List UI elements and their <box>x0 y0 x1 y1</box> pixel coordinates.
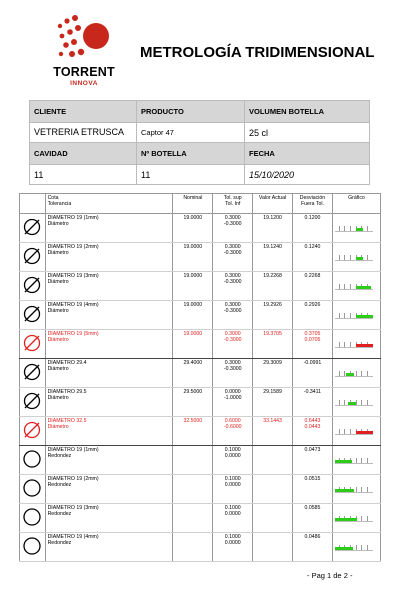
row-dev: 0.0486 <box>304 534 321 540</box>
deviation-bar <box>348 402 356 405</box>
measurement-table <box>19 193 381 562</box>
row-dev: 0.0473 <box>304 447 321 453</box>
chart-tick <box>344 400 345 405</box>
deviation-bar <box>356 228 364 231</box>
deviation-bar-chart <box>335 341 373 348</box>
measurement-row <box>20 533 381 562</box>
roundness-symbol-icon <box>22 449 42 469</box>
row-cota-name: DIAMETRO 29.5 <box>47 389 87 395</box>
row-cota-name: DIAMETRO 19 (4mm) <box>47 302 99 308</box>
row-tol <box>213 388 253 417</box>
valor-actual-header: Valor Actual <box>253 194 293 214</box>
row-tol <box>213 330 253 359</box>
row-tolerance-type: Diámetro <box>47 250 69 256</box>
botella-value: 11 <box>137 165 245 185</box>
chart-tick <box>339 371 340 376</box>
chart-tick <box>344 284 345 289</box>
row-dev: -0.3411 <box>303 389 322 395</box>
botella-label: Nº BOTELLA <box>137 143 245 165</box>
chart-tick <box>361 516 362 521</box>
row-tolerance-type: Diámetro <box>47 395 69 401</box>
row-deviation <box>293 475 333 504</box>
producto-label: PRODUCTO <box>137 101 245 123</box>
deviation-bar-chart <box>335 399 373 406</box>
chart-tick <box>367 516 368 521</box>
row-dev: -0.0991 <box>303 360 322 366</box>
row-chart <box>332 533 380 562</box>
deviation-bar-chart <box>335 486 373 493</box>
row-tol-sup: 0.0000 <box>224 389 241 395</box>
row-dev: 0.1240 <box>304 244 321 250</box>
row-tol-inf: 0.0000 <box>224 540 241 546</box>
chart-tick <box>367 400 368 405</box>
row-tolerance-type: Diámetro <box>47 424 69 430</box>
row-cota-name: DIAMETRO 19 (3mm) <box>47 273 99 279</box>
row-tol-inf: -0.3000 <box>223 250 242 256</box>
row-chart <box>332 446 380 475</box>
row-chart <box>332 504 380 533</box>
chart-tick <box>350 226 351 231</box>
row-tol <box>213 417 253 446</box>
deviation-bar <box>335 547 353 550</box>
chart-tick <box>350 313 351 318</box>
row-tolerance-type: Diámetro <box>47 221 69 227</box>
row-chart <box>332 330 380 359</box>
row-tolerance-type: Diámetro <box>47 279 69 285</box>
row-nominal: 19.0000 <box>173 301 213 330</box>
row-symbol <box>20 301 46 330</box>
row-dev: 0.2268 <box>304 273 321 279</box>
row-tol-sup: 0.1000 <box>224 447 241 453</box>
row-tol-inf: -0.3000 <box>223 308 242 314</box>
row-symbol <box>20 446 46 475</box>
info-value-row-2 <box>30 165 370 185</box>
chart-tick <box>367 545 368 550</box>
row-tol-sup: 0.3000 <box>224 360 241 366</box>
deviation-bar-chart <box>335 370 373 377</box>
volumen-label: VOLUMEN BOTELLA <box>245 101 370 123</box>
roundness-symbol-icon <box>22 507 42 527</box>
row-tolerance-type: Redondez <box>47 511 72 517</box>
row-tol <box>213 359 253 388</box>
row-tol <box>213 243 253 272</box>
deviation-bar <box>356 431 373 434</box>
page-title: METROLOGÍA TRIDIMENSIONAL <box>140 44 375 61</box>
row-deviation <box>293 301 333 330</box>
chart-tick <box>344 371 345 376</box>
row-tol-sup: 0.1000 <box>224 505 241 511</box>
row-chart <box>332 475 380 504</box>
logo-brand-text: TORRENT <box>53 65 115 79</box>
row-actual: 29.3009 <box>253 359 293 388</box>
measurement-row <box>20 330 381 359</box>
measurement-row <box>20 388 381 417</box>
row-symbol <box>20 272 46 301</box>
measurement-row <box>20 475 381 504</box>
row-cota-name: DIAMETRO 19 (1mm) <box>47 447 99 453</box>
deviation-bar-chart <box>335 283 373 290</box>
cota-header <box>45 194 173 214</box>
row-tol-sup: 0.6000 <box>224 418 241 424</box>
chart-tick <box>344 255 345 260</box>
row-tolerance-type: Diámetro <box>47 337 69 343</box>
chart-tick <box>356 400 357 405</box>
logo-sub-text: INNOVA <box>70 80 98 87</box>
row-tol <box>213 504 253 533</box>
row-actual <box>253 504 293 533</box>
row-cota <box>45 272 173 301</box>
row-tol-inf: -0.3000 <box>223 279 242 285</box>
measurement-row <box>20 359 381 388</box>
row-cota <box>45 388 173 417</box>
row-actual <box>253 446 293 475</box>
grafico-header: Gráfico <box>332 194 380 214</box>
company-logo <box>44 14 124 92</box>
diameter-symbol-icon <box>22 304 42 324</box>
diameter-symbol-icon <box>22 420 42 440</box>
tolerancia-header-label: Tolerancia <box>47 201 72 207</box>
row-chart <box>332 243 380 272</box>
volumen-value: 25 cl <box>245 123 370 143</box>
row-deviation <box>293 446 333 475</box>
row-symbol <box>20 504 46 533</box>
row-cota-name: DIAMETRO 19 (4mm) <box>47 534 99 540</box>
row-cota-name: DIAMETRO 29.4 <box>47 360 87 366</box>
row-nominal <box>173 504 213 533</box>
row-deviation <box>293 359 333 388</box>
chart-tick <box>356 371 357 376</box>
logo-mark-icon <box>52 14 116 64</box>
tol-sup-header-label: Tol. sup <box>223 195 242 201</box>
chart-tick <box>344 429 345 434</box>
row-deviation <box>293 214 333 243</box>
row-tol-sup: 0.3000 <box>224 215 241 221</box>
diameter-symbol-icon <box>22 391 42 411</box>
row-tol-sup: 0.1000 <box>224 476 241 482</box>
chart-tick <box>350 255 351 260</box>
chart-tick <box>350 284 351 289</box>
row-tol-inf: -1.0000 <box>223 395 242 401</box>
info-header-row-2 <box>30 143 370 165</box>
row-tol <box>213 446 253 475</box>
chart-tick <box>339 342 340 347</box>
deviation-bar <box>356 344 373 347</box>
row-nominal: 32.5000 <box>173 417 213 446</box>
row-symbol <box>20 475 46 504</box>
row-symbol <box>20 243 46 272</box>
row-chart <box>332 388 380 417</box>
row-dev: 0.3705 <box>304 331 321 337</box>
deviation-bar <box>335 489 354 492</box>
row-nominal: 19.0000 <box>173 243 213 272</box>
chart-tick <box>361 371 362 376</box>
row-dev: 0.0515 <box>304 476 321 482</box>
row-actual: 33.1443 <box>253 417 293 446</box>
row-deviation <box>293 330 333 359</box>
cavidad-label: CAVIDAD <box>30 143 137 165</box>
row-chart <box>332 301 380 330</box>
measurement-row <box>20 214 381 243</box>
deviation-bar <box>356 286 371 289</box>
cota-header-label: Cota <box>47 195 59 201</box>
chart-tick <box>356 487 357 492</box>
row-nominal <box>173 533 213 562</box>
row-actual <box>253 475 293 504</box>
row-cota-name: DIAMETRO 19 (5mm) <box>47 331 99 337</box>
row-cota-name: DIAMETRO 19 (2mm) <box>47 244 99 250</box>
chart-tick <box>350 429 351 434</box>
row-cota <box>45 243 173 272</box>
row-deviation <box>293 388 333 417</box>
measurement-row <box>20 301 381 330</box>
chart-tick <box>361 400 362 405</box>
row-symbol <box>20 359 46 388</box>
diameter-symbol-icon <box>22 333 42 353</box>
row-nominal: 19.0000 <box>173 272 213 301</box>
measurement-row <box>20 272 381 301</box>
deviation-bar-chart <box>335 312 373 319</box>
row-tolerance-type: Redondez <box>47 453 72 459</box>
deviation-bar <box>356 315 373 318</box>
row-actual: 19.1200 <box>253 214 293 243</box>
chart-tick <box>361 487 362 492</box>
chart-tick <box>367 371 368 376</box>
row-nominal: 19.0000 <box>173 214 213 243</box>
row-actual: 29.1589 <box>253 388 293 417</box>
row-tol-inf: 0.0000 <box>224 482 241 488</box>
row-out-of-tol: 0.0705 <box>304 337 321 343</box>
deviation-bar <box>335 460 352 463</box>
row-deviation <box>293 272 333 301</box>
nominal-header: Nominal <box>173 194 213 214</box>
deviation-bar <box>356 257 364 260</box>
row-tol-sup: 0.3000 <box>224 244 241 250</box>
row-tol <box>213 272 253 301</box>
deviation-bar-chart <box>335 457 373 464</box>
row-cota <box>45 214 173 243</box>
diameter-symbol-icon <box>22 275 42 295</box>
chart-tick <box>339 284 340 289</box>
cavidad-value: 11 <box>30 165 137 185</box>
chart-tick <box>344 342 345 347</box>
fecha-label: FECHA <box>245 143 370 165</box>
row-actual: 19.2268 <box>253 272 293 301</box>
symbol-header <box>20 194 46 214</box>
row-cota <box>45 446 173 475</box>
row-cota-name: DIAMETRO 19 (3mm) <box>47 505 99 511</box>
row-dev: 0.1200 <box>304 215 321 221</box>
row-actual: 19.1240 <box>253 243 293 272</box>
row-tol <box>213 301 253 330</box>
row-symbol <box>20 388 46 417</box>
roundness-symbol-icon <box>22 478 42 498</box>
row-tol-inf: -0.3000 <box>223 366 242 372</box>
chart-tick <box>367 255 368 260</box>
measurement-row <box>20 504 381 533</box>
row-tol-inf: -0.3000 <box>223 337 242 343</box>
chart-tick <box>356 458 357 463</box>
cliente-label: CLIENTE <box>30 101 137 123</box>
fuera-tol-header-label: Fuera Tol. <box>300 201 324 207</box>
row-cota <box>45 475 173 504</box>
diameter-symbol-icon <box>22 246 42 266</box>
deviation-bar-chart <box>335 428 373 435</box>
row-nominal <box>173 475 213 504</box>
chart-tick <box>350 342 351 347</box>
desviacion-header <box>293 194 333 214</box>
diameter-symbol-icon <box>22 217 42 237</box>
deviation-bar-chart <box>335 225 373 232</box>
chart-tick <box>339 226 340 231</box>
row-actual: 19.3705 <box>253 330 293 359</box>
producto-value: Captor 47 <box>137 123 245 143</box>
tol-header <box>213 194 253 214</box>
row-tolerance-type: Redondez <box>47 540 72 546</box>
chart-tick <box>361 458 362 463</box>
row-tol-inf: 0.0000 <box>224 511 241 517</box>
cliente-value: VETRERIA ETRUSCA <box>30 123 137 143</box>
row-tol-sup: 0.3000 <box>224 331 241 337</box>
tol-inf-header-label: Tol. Inf <box>225 201 241 207</box>
measurement-header-row <box>20 194 381 214</box>
desviacion-header-label: Desviación <box>299 195 326 201</box>
row-chart <box>332 359 380 388</box>
row-cota <box>45 359 173 388</box>
chart-tick <box>367 487 368 492</box>
deviation-bar <box>346 373 354 376</box>
row-tol-sup: 0.3000 <box>224 273 241 279</box>
row-cota <box>45 533 173 562</box>
row-out-of-tol: 0.0443 <box>304 424 321 430</box>
chart-tick <box>367 226 368 231</box>
chart-tick <box>339 429 340 434</box>
row-nominal: 29.4000 <box>173 359 213 388</box>
info-table <box>29 100 370 185</box>
chart-tick <box>356 545 357 550</box>
roundness-symbol-icon <box>22 536 42 556</box>
row-cota <box>45 417 173 446</box>
deviation-bar-chart <box>335 515 373 522</box>
chart-tick <box>361 545 362 550</box>
row-chart <box>332 272 380 301</box>
row-tol <box>213 533 253 562</box>
row-dev: 0.0585 <box>304 505 321 511</box>
deviation-bar-chart <box>335 544 373 551</box>
row-nominal <box>173 446 213 475</box>
row-nominal: 19.0000 <box>173 330 213 359</box>
chart-tick <box>344 313 345 318</box>
row-symbol <box>20 417 46 446</box>
row-tolerance-type: Redondez <box>47 482 72 488</box>
row-actual <box>253 533 293 562</box>
row-tol-inf: -0.6000 <box>223 424 242 430</box>
row-cota-name: DIAMETRO 19 (1mm) <box>47 215 99 221</box>
row-cota-name: DIAMETRO 32.5 <box>47 418 87 424</box>
row-deviation <box>293 243 333 272</box>
deviation-bar <box>335 518 357 521</box>
row-cota <box>45 504 173 533</box>
row-tol-sup: 0.3000 <box>224 302 241 308</box>
chart-tick <box>339 255 340 260</box>
row-cota <box>45 301 173 330</box>
row-tol <box>213 214 253 243</box>
row-chart <box>332 417 380 446</box>
page-number: - Pag 1 de 2 - <box>307 571 353 580</box>
measurement-row <box>20 446 381 475</box>
deviation-bar-chart <box>335 254 373 261</box>
fecha-value: 15/10/2020 <box>245 165 370 185</box>
row-actual: 19.2926 <box>253 301 293 330</box>
chart-tick <box>339 313 340 318</box>
row-dev: 0.2926 <box>304 302 321 308</box>
diameter-symbol-icon <box>22 362 42 382</box>
row-cota-name: DIAMETRO 19 (2mm) <box>47 476 99 482</box>
row-symbol <box>20 214 46 243</box>
row-deviation <box>293 417 333 446</box>
row-cota <box>45 330 173 359</box>
row-deviation <box>293 504 333 533</box>
row-tolerance-type: Diámetro <box>47 366 69 372</box>
chart-tick <box>344 226 345 231</box>
row-deviation <box>293 533 333 562</box>
row-tol-sup: 0.1000 <box>224 534 241 540</box>
row-chart <box>332 214 380 243</box>
row-tol-inf: -0.3000 <box>223 221 242 227</box>
row-symbol <box>20 533 46 562</box>
measurement-row <box>20 417 381 446</box>
info-header-row <box>30 101 370 123</box>
chart-tick <box>367 458 368 463</box>
chart-tick <box>339 400 340 405</box>
row-symbol <box>20 330 46 359</box>
row-tolerance-type: Diámetro <box>47 308 69 314</box>
row-nominal: 29.5000 <box>173 388 213 417</box>
row-tol <box>213 475 253 504</box>
row-tol-inf: 0.0000 <box>224 453 241 459</box>
info-value-row <box>30 123 370 143</box>
row-dev: 0.6443 <box>304 418 321 424</box>
measurement-row <box>20 243 381 272</box>
